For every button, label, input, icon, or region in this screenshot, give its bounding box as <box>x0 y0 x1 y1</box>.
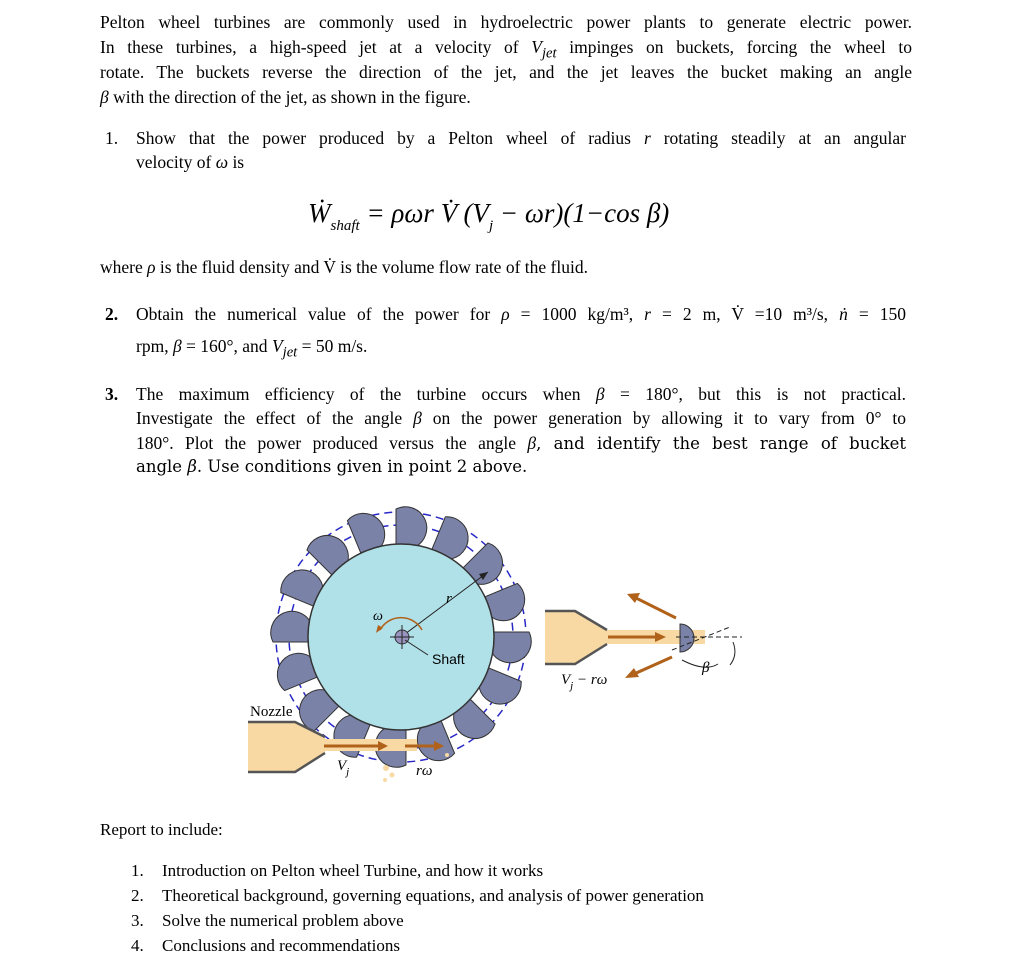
text: In these turbines, a high-speed jet at a velocity of <box>100 37 532 57</box>
n-symbol: ṅ <box>839 304 848 324</box>
text: 180°. Plot the power produced versus the angle <box>136 433 528 453</box>
text: Show that the power produced by a Pelton wheel of radius <box>136 128 644 148</box>
equation-rhs: = ρωr V̇ (V <box>359 198 489 228</box>
item-number: 3. <box>131 911 144 930</box>
shaft-subscript: shaft <box>330 218 360 234</box>
item-number: 4. <box>131 936 144 955</box>
rho-symbol: ρ <box>501 304 510 324</box>
bucket <box>491 632 531 663</box>
beta-symbol: β <box>413 408 422 428</box>
relative-velocity-label <box>561 672 607 692</box>
r-symbol: r <box>644 304 651 324</box>
text: . Use conditions given in point 2 above. <box>196 457 528 476</box>
deflected-arrow-up <box>636 598 676 618</box>
text: impinges on buckets, forcing the wheel to <box>556 37 912 57</box>
intro-line: rotate. The buckets reverse the direction of the jet, and the jet leaves the bucket making an angle <box>100 62 912 82</box>
detail-nozzle <box>545 611 607 664</box>
beta-symbol: β <box>595 384 605 404</box>
intro-line: Pelton wheel turbines are commonly used in hydroelectric power plants to generate electric power. <box>100 12 912 32</box>
vj-label <box>337 758 349 778</box>
item-text: Conclusions and recommendations <box>162 936 400 955</box>
text: is the fluid density and V̇ is the volume flow rate of the fluid. <box>155 257 588 277</box>
j: j <box>346 766 350 778</box>
text: = 50 m/s. <box>297 336 368 356</box>
deflected-arrow-down <box>634 657 672 674</box>
w-dot: Ẇ <box>308 198 331 228</box>
j-subscript: j <box>488 218 494 234</box>
beta-symbol: β <box>187 457 197 476</box>
beta-arc <box>730 642 735 665</box>
shaft-label: Shaft <box>432 651 465 667</box>
question-number: 2. <box>105 304 119 324</box>
nozzle-label: Nozzle <box>250 704 293 720</box>
beta-symbol: β <box>100 87 109 107</box>
text: = 150 <box>847 304 907 324</box>
question-number: 3. <box>105 384 119 404</box>
jet-subscript: jet <box>282 344 298 361</box>
text: , and identify the best range of bucket <box>536 434 907 453</box>
minus-rw: − rω <box>573 672 608 688</box>
beta-symbol: β <box>527 433 537 453</box>
beta-label: β <box>702 660 710 676</box>
r-symbol: r <box>643 128 651 148</box>
text: The maximum efficiency of the turbine occurs when <box>136 384 596 404</box>
r-label: r <box>446 591 452 607</box>
v: V <box>561 672 571 688</box>
text: angle <box>136 457 188 476</box>
text: rotating steadily at an angular <box>650 128 906 148</box>
question-number: 1. <box>105 128 119 148</box>
text: = 2 m, V̇ =10 m³/s, <box>650 304 840 324</box>
text: = 180°, but this is not practical. <box>604 384 906 404</box>
v-symbol: V <box>271 336 283 356</box>
bucket <box>396 507 427 547</box>
text: velocity of <box>136 152 216 172</box>
text: = 1000 kg/m³, <box>509 304 645 324</box>
beta-arc <box>682 660 718 667</box>
text: Obtain the numerical value of the power for <box>136 304 502 324</box>
item-text: Theoretical background, governing equations, and analysis of power generation <box>162 886 704 905</box>
omega-label: ω <box>373 609 383 624</box>
text: with the direction of the jet, as shown in the figure. <box>108 87 471 107</box>
jet-subscript: jet <box>541 45 557 62</box>
rho-symbol: ρ <box>147 257 156 277</box>
bucket <box>271 611 311 642</box>
detail-bucket <box>680 624 694 652</box>
beta-symbol: β <box>172 336 182 356</box>
item-text: Introduction on Pelton wheel Turbine, and how it works <box>162 861 544 880</box>
text: on the power generation by allowing it to vary from 0° to <box>421 408 906 428</box>
j: j <box>570 680 574 692</box>
equation-rhs: − ωr)(1−cos β) <box>493 198 670 228</box>
text: rpm, <box>136 336 173 356</box>
item-text: Solve the numerical problem above <box>162 911 404 930</box>
item-number: 1. <box>131 861 144 880</box>
report-title: Report to include: <box>100 820 223 839</box>
omega-symbol: ω <box>215 152 229 172</box>
text: is <box>228 152 245 172</box>
v: V <box>337 758 347 774</box>
text: where <box>100 257 148 277</box>
text: Investigate the effect of the angle <box>136 408 414 428</box>
rw-label: rω <box>416 763 433 779</box>
v-symbol: V <box>531 37 542 57</box>
text: = 160°, and <box>181 336 272 356</box>
item-number: 2. <box>131 886 144 905</box>
